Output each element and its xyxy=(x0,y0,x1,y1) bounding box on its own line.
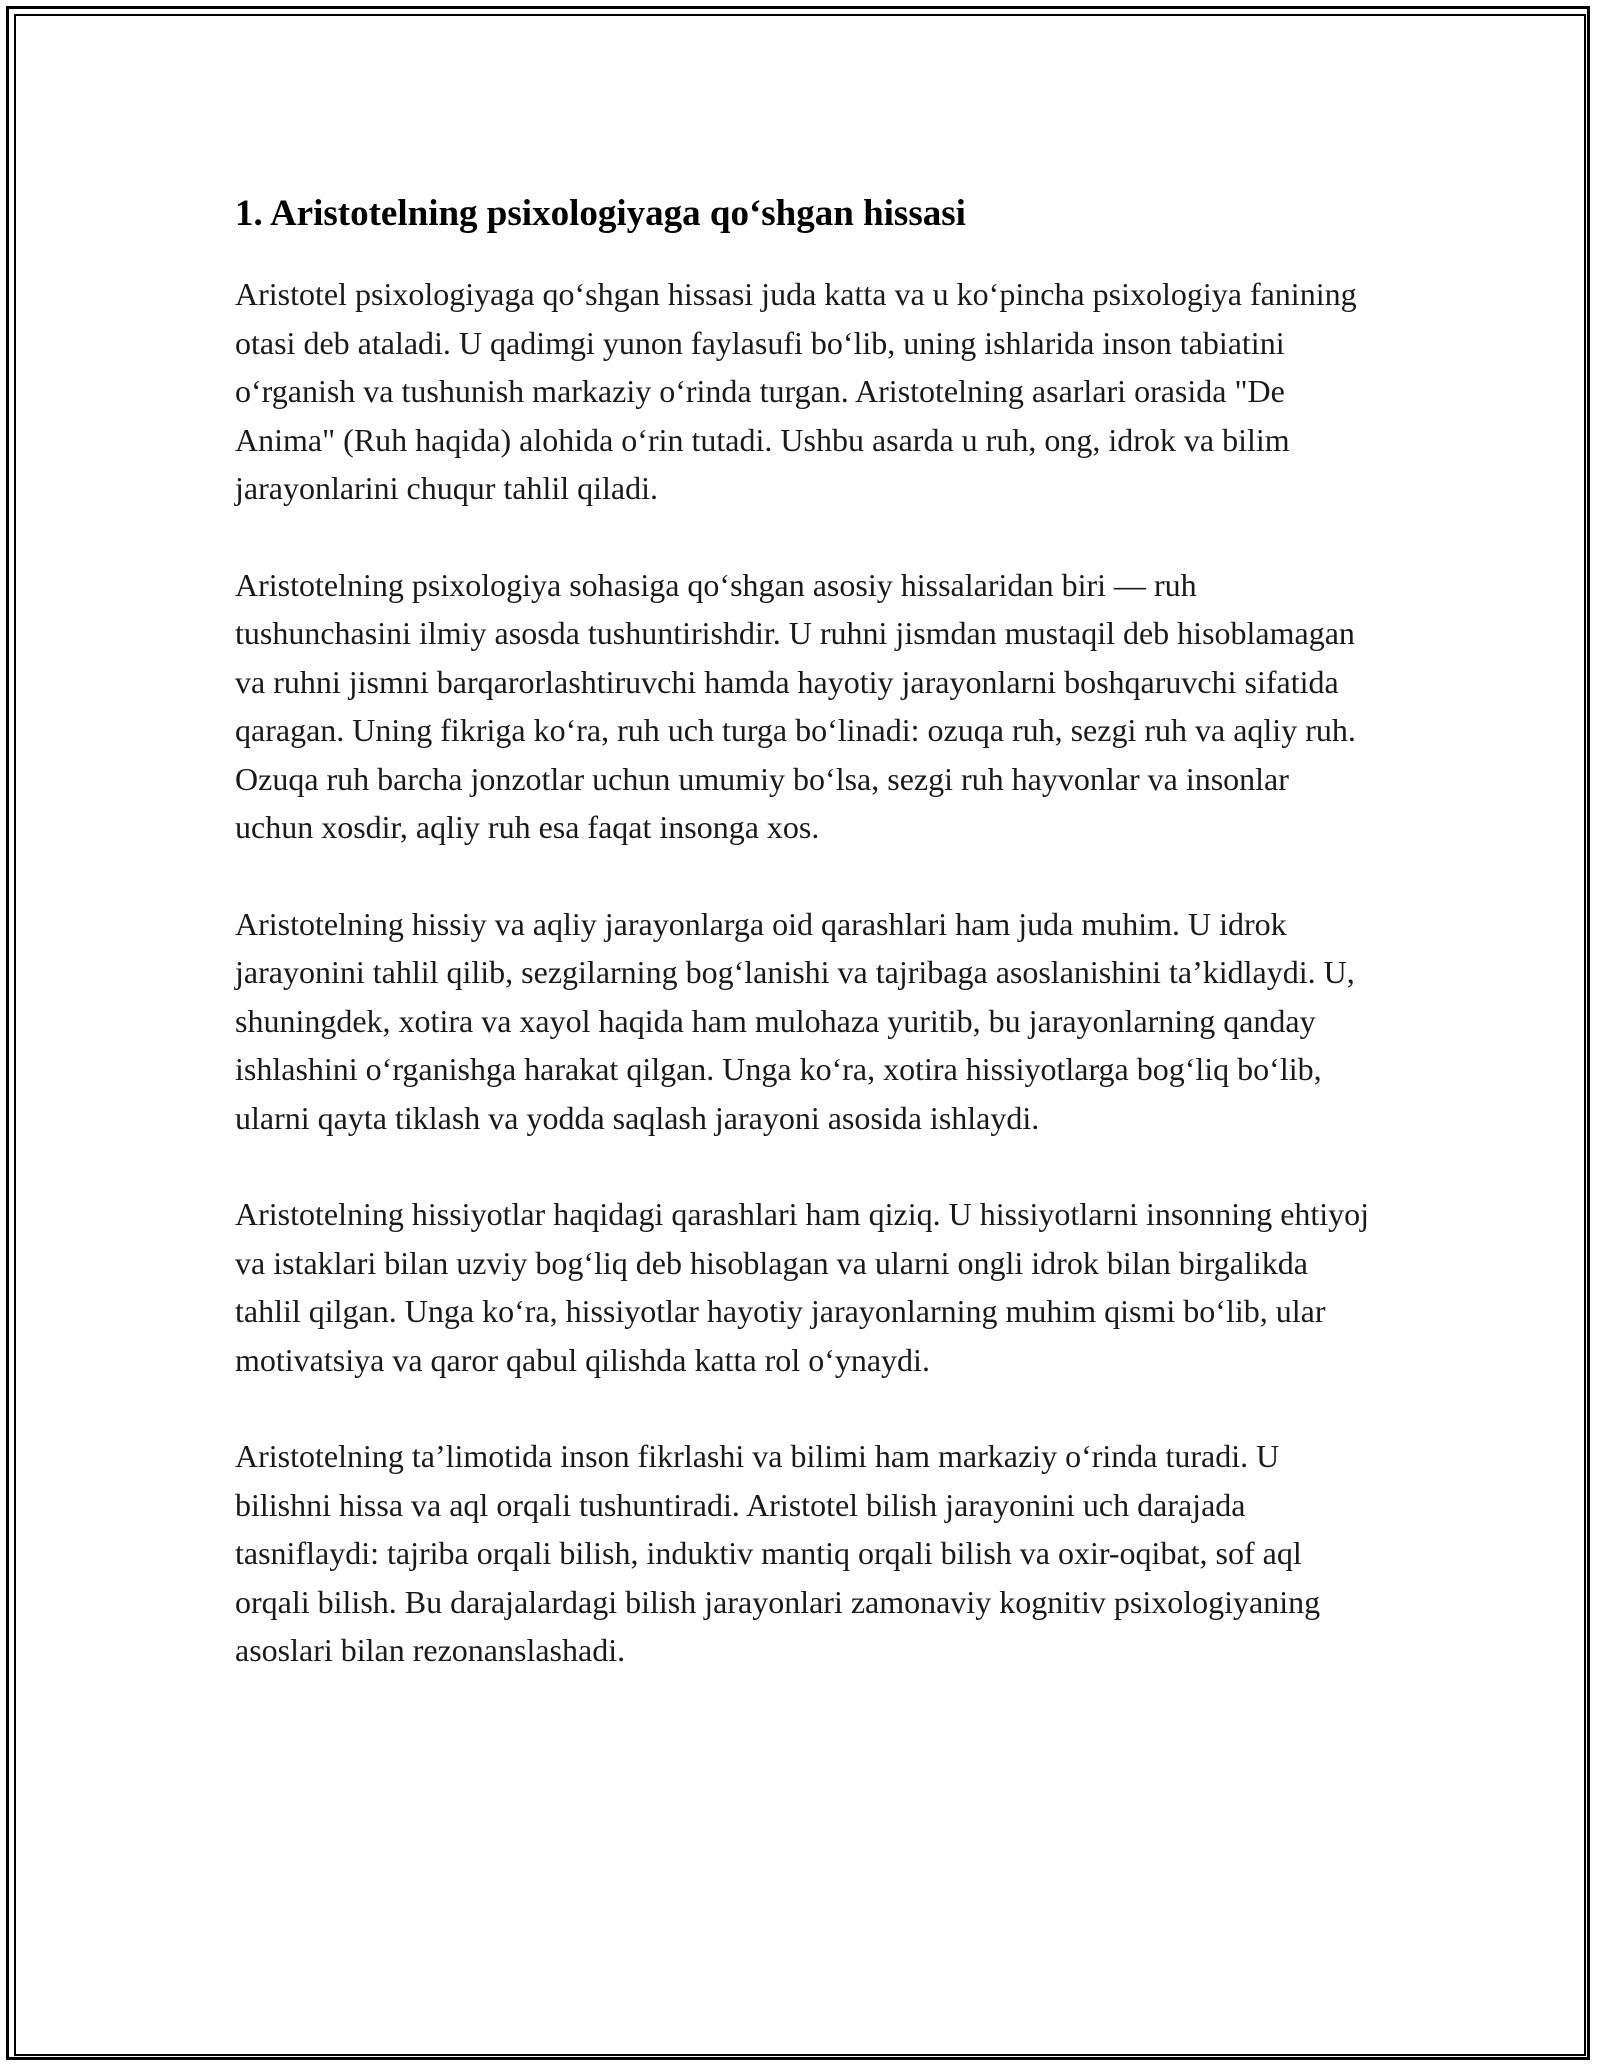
document-body xyxy=(235,188,1375,1723)
paragraph-5: Aristotelning ta’limotida inson fikrlashi va bilimi ham markaziy o‘rinda turadi. U bilishni hissa va aql orqali tushuntiradi. Aristotel bilish jarayonini uch darajada tasniflaydi: tajriba orqali bilish, induktiv mantiq orqali bilish va oxir-oqibat, sof aql orqali bilish. Bu darajalardagi bilish jarayonlari zamonaviy kognitiv psixologiyaning asoslari bilan rezonanslashadi. xyxy=(235,1438,1321,1668)
paragraph-4: Aristotelning hissiyotlar haqidagi qarashlari ham qiziq. U hissiyotlarni insonning ehtiyoj va istaklari bilan uzviy bog‘liq deb hisoblagan va ularni ongli idrok bilan birgalikda tahlil qilgan. Unga ko‘ra, hissiyotlar hayotiy jarayonlarning muhim qismi bo‘lib, ular motivatsiya va qaror qabul qilishda katta rol o‘ynaydi. xyxy=(235,1196,1370,1378)
paragraph-2: Aristotelning psixologiya sohasiga qo‘shgan asosiy hissalaridan biri — ruh tushunchasini ilmiy asosda tushuntirishdir. U ruhni jismdan mustaqil deb hisoblamagan va ruhni jismni barqarorlashtiruvchi hamda hayotiy jarayonlarni boshqaruvchi sifatida qaragan. Uning fikriga ko‘ra, ruh uch turga bo‘linadi: ozuqa ruh, sezgi ruh va aqliy ruh. Ozuqa ruh barcha jonzotlar uchun umumiy bo‘lsa, sezgi ruh hayvonlar va insonlar uchun xosdir, aqliy ruh esa faqat insonga xos. xyxy=(235,566,1356,845)
paragraph-3: Aristotelning hissiy va aqliy jarayonlarga oid qarashlari ham juda muhim. U idrok jarayonini tahlil qilib, sezgilarning bog‘lanishi va tajribaga asoslanishini ta’kidlaydi. U, shuningdek, xotira va xayol haqida ham mulohaza yuritib, bu jarayonlarning qanday ishlashini o‘rganishga harakat qilgan. Unga ko‘ra, xotira hissiyotlarga bog‘liq bo‘lib, ularni qayta tiklash va yodda saqlash jarayoni asosida ishlaydi. xyxy=(235,905,1355,1136)
paragraph-1: Aristotel psixologiyaga qo‘shgan hissasi juda katta va u ko‘pincha psixologiya fanining otasi deb ataladi. U qadimgi yunon faylasufi bo‘lib, uning ishlarida inson tabiatini o‘rganish va tushunish markaziy o‘rinda turgan. Aristotelning asarlari orasida "De Anima" (Ruh haqida) alohida o‘rin tutadi. Ushbu asarda u ruh, ong, idrok va bilim jarayonlarini chuqur tahlil qiladi. xyxy=(235,276,1357,506)
section-heading: 1. Aristotelning psixologiyaga qo‘shgan hissasi xyxy=(235,193,966,234)
